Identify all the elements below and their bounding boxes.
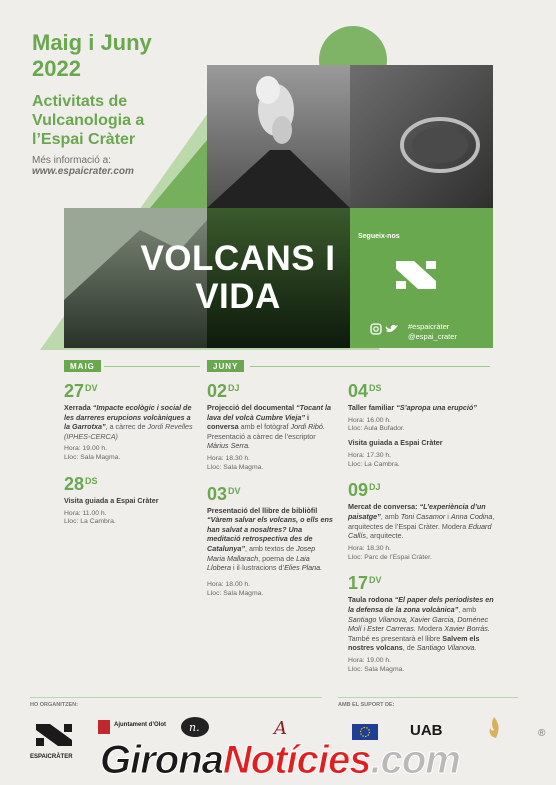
event-04: $04^{DS}$ Taller familiar “S’apropa una erupció” Hora: 16.00 h. Lloc: Aula Bufador. Visita guiada a Espai Cràter Hora: 17.30 h. Lloc: La Cambra.	[348, 378, 496, 469]
svg-text:n.: n.	[189, 721, 200, 734]
twitter-handle[interactable]: @espai_crater	[408, 332, 457, 341]
month-tag-june: JUNY	[207, 360, 244, 372]
organizers-label: HO ORGANITZEN:	[30, 702, 78, 708]
website-link[interactable]: www.espaicrater.com	[32, 166, 134, 177]
partner-logo-2-icon	[272, 718, 296, 738]
twitter-icon	[386, 325, 398, 332]
ajuntament-label: Ajuntament d’Olot	[114, 722, 166, 728]
event-09: $09^{DJ}$ Mercat de conversa: “L’experiència d’un paisatge”, amb Toni Casamor i Anna Codina, arquitectes de l’Espai Cràter. Modera Eduard Callís, arquitecte. Hora: 18.30 h. Lloc: Parc de l’Espai Cràter.	[348, 477, 496, 562]
footer-divider	[30, 697, 322, 698]
event-date: $17^{DV}$	[348, 573, 382, 594]
svg-text:A: A	[274, 718, 287, 738]
event-date: $28^{DS}$	[64, 473, 98, 494]
partner-logo-icon	[180, 716, 210, 738]
footer-divider	[338, 697, 518, 698]
event-date: $02^{DJ}$	[207, 381, 240, 401]
espai-crater-label: ESPAICRÀTER	[30, 754, 73, 760]
instagram-handle[interactable]: #espaicràter	[408, 322, 450, 331]
event-17: $17^{DV}$ Taula rodona “El paper dels periodistes en la defensa de la zona volcànica”, amb Santiago Vilanova, Xavier Garcia, Doménec Molí i Ester Carreras. Modera Xavier Borràs. També es presentarà el llibre Salvem els nostres volcans, de Santiago Vilanova. Hora: 19.00 h. Lloc: Sala Magma.	[348, 570, 496, 674]
page-title: Maig i Juny 2022	[32, 30, 152, 81]
ajuntament-shield-icon	[98, 720, 110, 734]
column-june-1	[207, 378, 335, 606]
flame-logo-icon	[484, 716, 504, 740]
column-june-2	[348, 378, 496, 683]
divider	[250, 366, 490, 367]
copyright-mark: ®	[538, 728, 546, 739]
page-subtitle: Activitats de Vulcanologia a l’Espai Cràter	[32, 93, 145, 148]
hero-title: VOLCANS I VIDA	[140, 239, 336, 316]
follow-label: Segueix-nos	[358, 233, 400, 240]
instagram-icon	[371, 324, 381, 334]
social-icons	[370, 323, 404, 335]
column-may	[64, 378, 196, 535]
month-tag-may: MAIG	[64, 360, 101, 372]
more-info-label: Més informació a:	[32, 155, 111, 166]
event-03: $03^{DV}$ Presentació del llibre de bibliòfil “Vàrem salvar els volcans, o ells ens han salvat a nosaltres? Una meditació retrospectiva des de Catalunya”, amb textos de Josep Maria Mallarach, poema de Laia Llobera i il·lustracions d’Elies Plana. Hora: 18.00 h. Lloc: Sala Magma.	[207, 481, 335, 599]
event-02: $02^{DJ}$ Projecció del documental “Tocant la lava del volcà Cumbre Vieja” i conversa amb el fotògraf Jordi Ribó. Presentació a càrrec de l’escriptor Màrius Serra. Hora: 18.30 h. Lloc: Sala Magma.	[207, 378, 335, 473]
event-date: $27^{DV}$	[64, 381, 98, 401]
event-date: $09^{DJ}$	[348, 480, 381, 501]
event-28: $28^{DS}$ Visita guiada a Espai Cràter Hora: 11.00 h. Lloc: La Cambra.	[64, 471, 196, 527]
event-27: $27^{DV}$ Xerrada “Impacte ecològic i social de les darreres erupcions volcàniques a la Garrotxa”, a càrrec de Jordi Revelles (IPHES-CERCA) Hora: 19.00 h. Lloc: Sala Magma.	[64, 378, 196, 463]
support-label: AMB EL SUPORT DE:	[338, 702, 395, 708]
espai-crater-logo-icon	[392, 255, 440, 295]
event-date: $03^{DV}$	[207, 483, 241, 504]
espai-crater-footer-logo-icon	[34, 720, 76, 750]
watermark: GironaNotícies.com	[100, 738, 460, 782]
event-date: $04^{DS}$	[348, 381, 382, 401]
uab-logo: UAB	[410, 722, 443, 739]
divider	[104, 366, 200, 367]
